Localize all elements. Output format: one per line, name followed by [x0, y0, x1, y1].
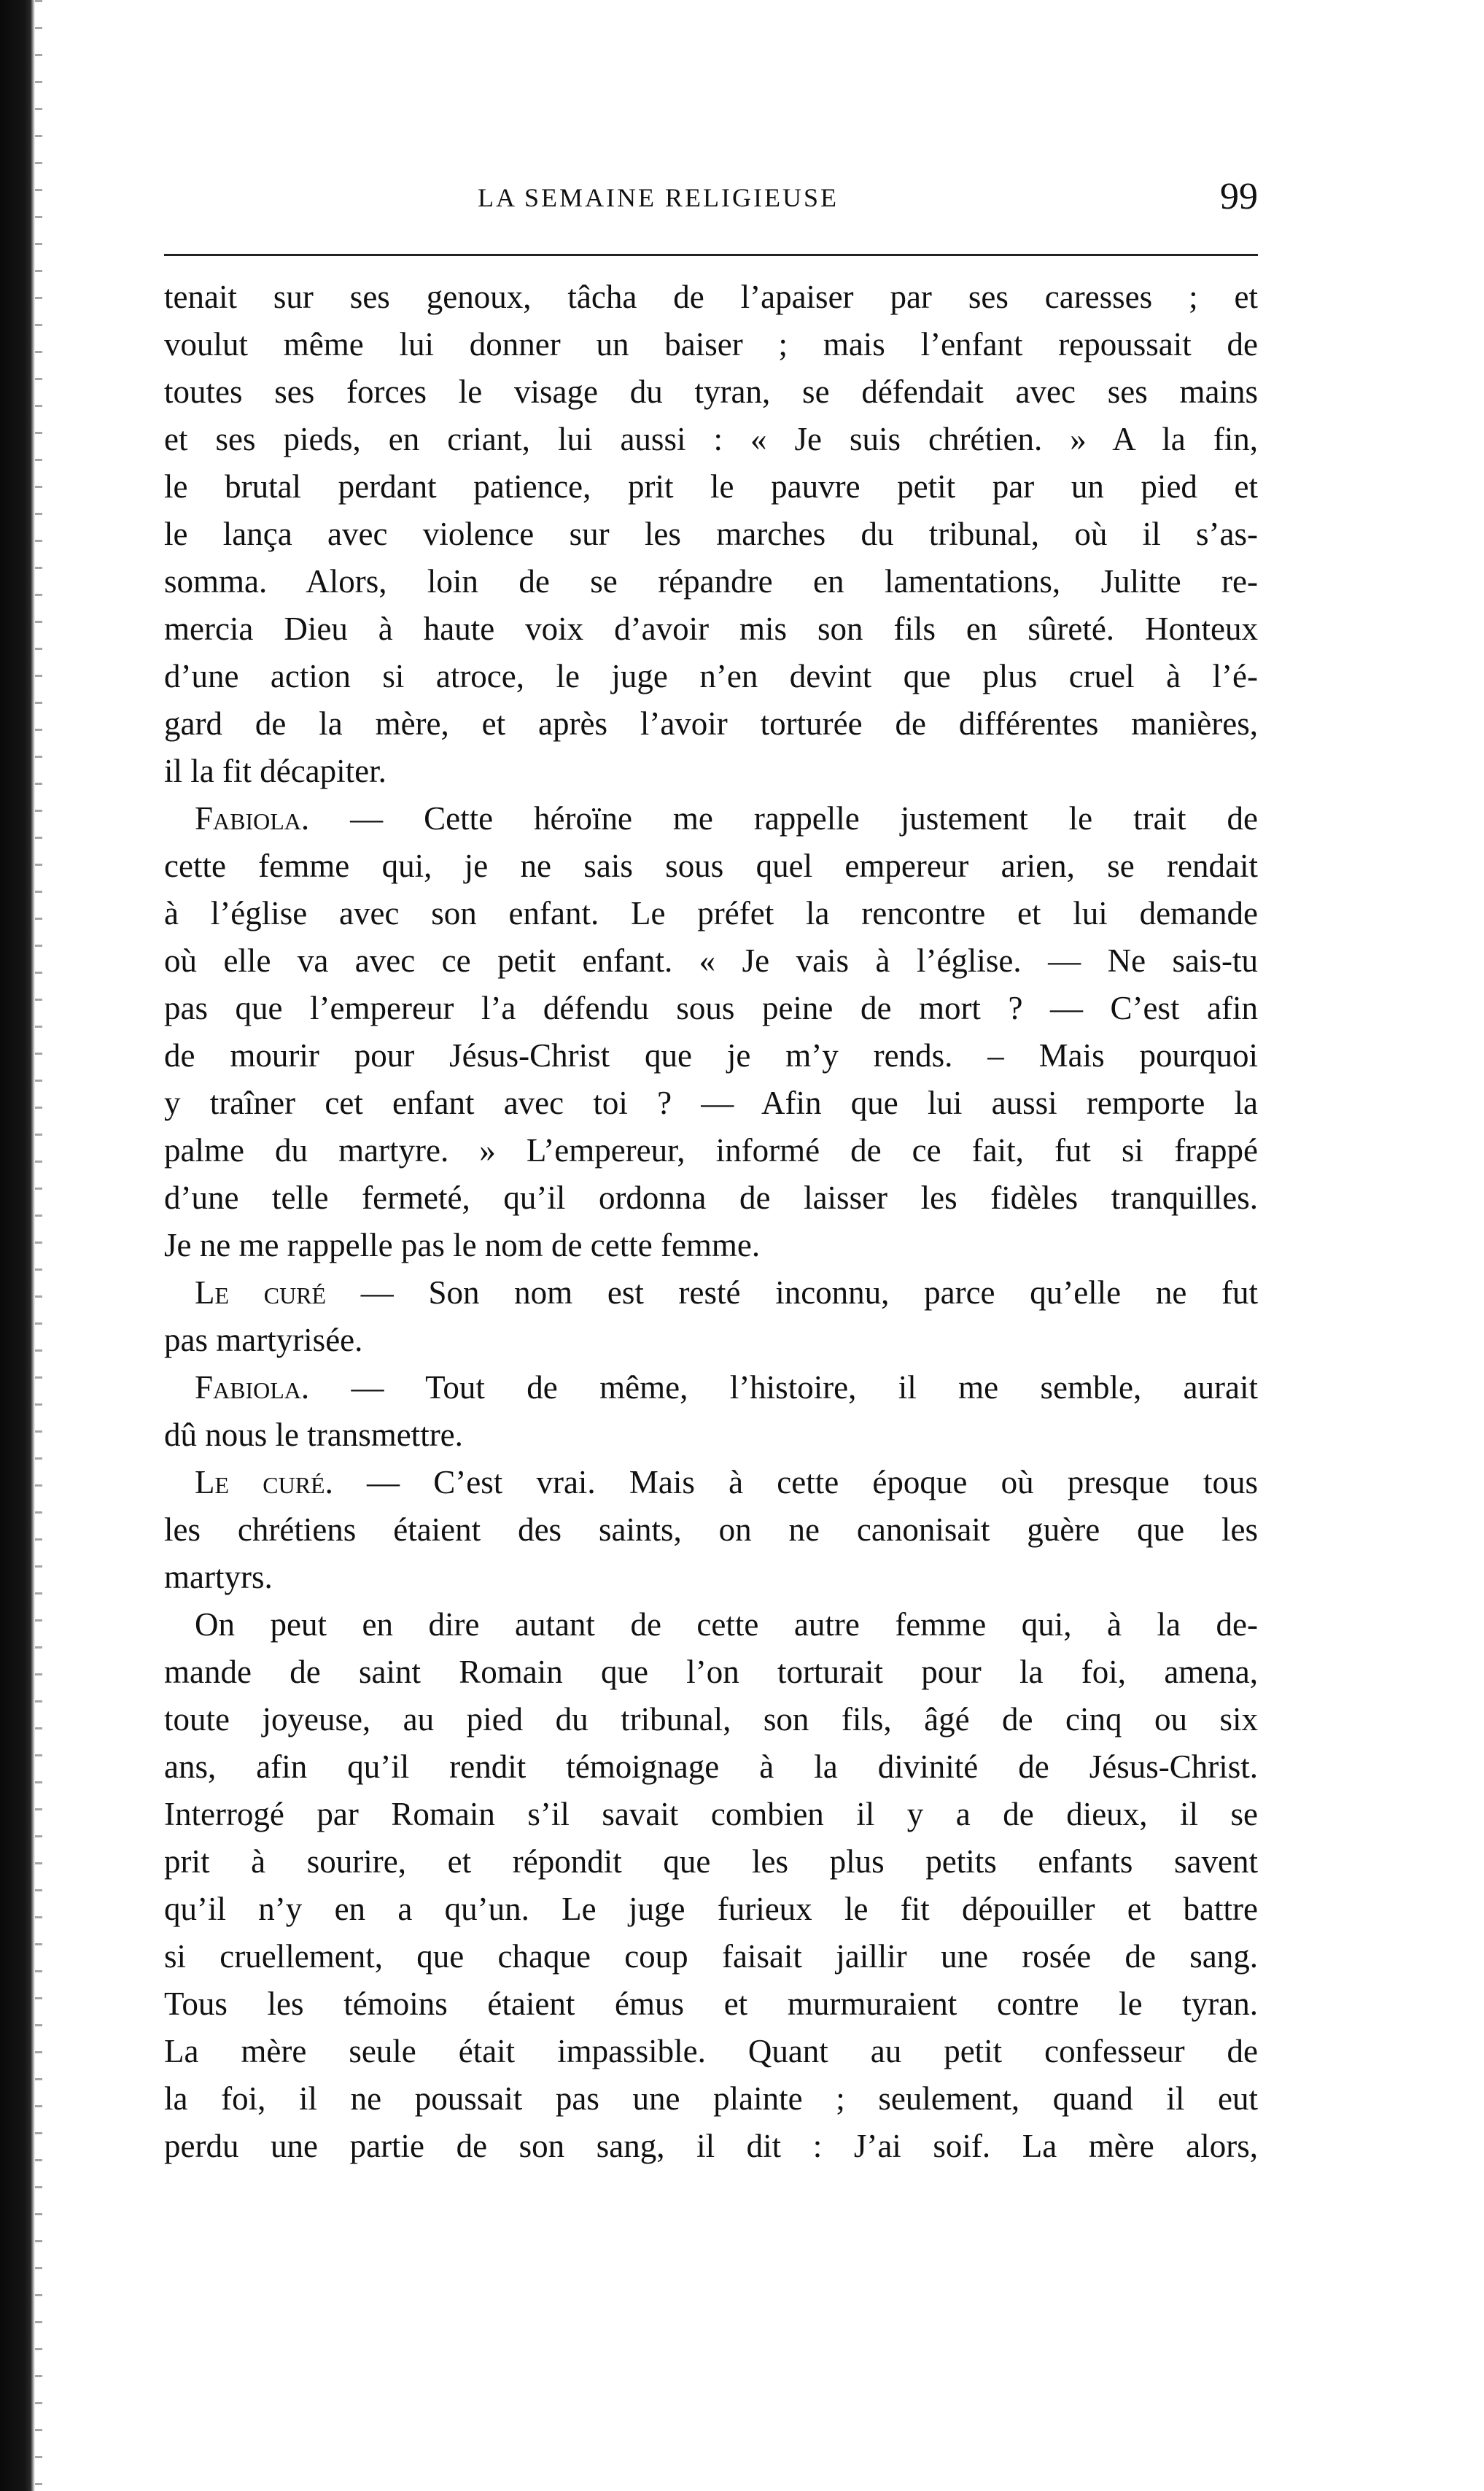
- line-text: — Tout de même, l’histoire, il me semble, aurait: [309, 1369, 1258, 1406]
- text-line: [164, 511, 1258, 558]
- text-line: [164, 1459, 1258, 1506]
- text-line: [164, 1743, 1258, 1791]
- line-text: voulut même lui donner un baiser ; mais l’enfant repoussait de: [164, 326, 1258, 363]
- line-text: qu’il n’y en a qu’un. Le juge furieux le fit dépouiller et battre: [164, 1891, 1258, 1927]
- line-text: Je ne me rappelle pas le nom de cette femme.: [164, 1227, 761, 1263]
- text-line: [164, 416, 1258, 463]
- binding-specks: [35, 0, 42, 2491]
- text-line: [164, 2123, 1258, 2170]
- text-line: [164, 1838, 1258, 1886]
- line-text: et ses pieds, en criant, lui aussi : « Je suis chrétien. » A la fin,: [164, 421, 1258, 457]
- line-text: y traîner cet enfant avec toi ? — Afin que lui aussi remporte la: [164, 1085, 1258, 1121]
- binding-edge: [0, 0, 35, 2491]
- text-line: [164, 1649, 1258, 1696]
- line-text: — C’est vrai. Mais à cette époque où presque tous: [333, 1464, 1258, 1500]
- line-text: — Son nom est resté inconnu, parce qu’elle ne fut: [326, 1274, 1258, 1311]
- line-text: Interrogé par Romain s’il savait combien il y a de dieux, il se: [164, 1796, 1258, 1832]
- speaker-name: Fabiola.: [195, 1369, 310, 1406]
- line-text: à l’église avec son enfant. Le préfet la rencontre et lui demande: [164, 895, 1258, 931]
- line-text: le lança avec violence sur les marches du tribunal, où il s’as-: [164, 516, 1258, 552]
- text-line: [164, 463, 1258, 511]
- line-text: somma. Alors, loin de se répandre en lamentations, Julitte re-: [164, 563, 1258, 600]
- text-line: [164, 605, 1258, 653]
- text-line: [164, 1174, 1258, 1222]
- line-text: où elle va avec ce petit enfant. « Je vais à l’église. — Ne sais-tu: [164, 942, 1258, 979]
- line-text: le brutal perdant patience, prit le pauvre petit par un pied et: [164, 468, 1258, 505]
- speaker-name: Le curé: [195, 1274, 327, 1311]
- speaker-name: Fabiola.: [195, 800, 310, 837]
- speaker-name: Le curé.: [195, 1464, 333, 1500]
- line-text: cette femme qui, je ne sais sous quel empereur arien, se rendait: [164, 848, 1258, 884]
- line-text: mande de saint Romain que l’on torturait pour la foi, amena,: [164, 1654, 1258, 1690]
- line-text: d’une telle fermeté, qu’il ordonna de laisser les fidèles tranquilles.: [164, 1179, 1258, 1216]
- text-line: [164, 748, 1258, 795]
- line-text: perdu une partie de son sang, il dit : J’ai soif. La mère alors,: [164, 2128, 1258, 2164]
- text-line: [164, 1222, 1258, 1269]
- text-line: [164, 2075, 1258, 2123]
- text-line: [164, 1980, 1258, 2028]
- line-text: Tous les témoins étaient émus et murmuraient contre le tyran.: [164, 1986, 1258, 2022]
- text-line: [164, 1554, 1258, 1601]
- line-text: il la fit décapiter.: [164, 753, 386, 789]
- line-text: la foi, il ne poussait pas une plainte ; seulement, quand il eut: [164, 2080, 1258, 2117]
- line-text: d’une action si atroce, le juge n’en devint que plus cruel à l’é-: [164, 658, 1258, 694]
- line-text: de mourir pour Jésus-Christ que je m’y rends. – Mais pourquoi: [164, 1037, 1258, 1074]
- line-text: — Cette héroïne me rappelle justement le trait de: [309, 800, 1258, 837]
- text-line: [164, 1080, 1258, 1127]
- text-line: [164, 1791, 1258, 1838]
- line-text: ans, afin qu’il rendit témoignage à la divinité de Jésus-Christ.: [164, 1748, 1258, 1785]
- line-text: si cruellement, que chaque coup faisait jaillir une rosée de sang.: [164, 1938, 1258, 1975]
- text-line: [164, 1601, 1258, 1649]
- text-line: [164, 937, 1258, 985]
- line-text: gard de la mère, et après l’avoir torturée de différentes manières,: [164, 705, 1258, 742]
- text-line: [164, 700, 1258, 748]
- text-line: [164, 842, 1258, 890]
- text-line: [164, 1032, 1258, 1080]
- text-line: [164, 653, 1258, 700]
- line-text: prit à sourire, et répondit que les plus petits enfants savent: [164, 1843, 1258, 1880]
- text-line: [164, 368, 1258, 416]
- line-text: La mère seule était impassible. Quant au petit confesseur de: [164, 2033, 1258, 2069]
- text-line: [164, 1364, 1258, 1411]
- line-text: mercia Dieu à haute voix d’avoir mis son fils en sûreté. Honteux: [164, 611, 1258, 647]
- text-line: [164, 1506, 1258, 1554]
- text-line: [164, 558, 1258, 605]
- body-text: [164, 274, 1258, 2170]
- page-number: 99: [1220, 176, 1258, 217]
- line-text: dû nous le transmettre.: [164, 1417, 463, 1453]
- text-line: [164, 2028, 1258, 2075]
- text-line: [164, 1269, 1258, 1317]
- text-line: [164, 795, 1258, 842]
- text-line: [164, 1317, 1258, 1364]
- line-text: pas que l’empereur l’a défendu sous peine de mort ? — C’est afin: [164, 990, 1258, 1026]
- header-rule: [164, 254, 1258, 256]
- text-line: [164, 1886, 1258, 1933]
- text-line: [164, 1933, 1258, 1980]
- line-text: palme du martyre. » L’empereur, informé de ce fait, fut si frappé: [164, 1132, 1258, 1169]
- text-line: [164, 1127, 1258, 1174]
- running-title: LA SEMAINE RELIGIEUSE: [478, 183, 839, 212]
- text-line: [164, 985, 1258, 1032]
- text-line: [164, 890, 1258, 937]
- page-header: [164, 176, 1258, 226]
- line-text: On peut en dire autant de cette autre femme qui, à la de-: [195, 1606, 1258, 1643]
- line-text: pas martyrisée.: [164, 1322, 363, 1358]
- text-line: [164, 1696, 1258, 1743]
- line-text: toutes ses forces le visage du tyran, se défendait avec ses mains: [164, 373, 1258, 410]
- line-text: tenait sur ses genoux, tâcha de l’apaiser par ses caresses ; et: [164, 279, 1258, 315]
- text-line: [164, 274, 1258, 321]
- line-text: toute joyeuse, au pied du tribunal, son fils, âgé de cinq ou six: [164, 1701, 1258, 1737]
- line-text: les chrétiens étaient des saints, on ne canonisait guère que les: [164, 1511, 1258, 1548]
- text-line: [164, 321, 1258, 368]
- line-text: martyrs.: [164, 1559, 273, 1595]
- text-line: [164, 1411, 1258, 1459]
